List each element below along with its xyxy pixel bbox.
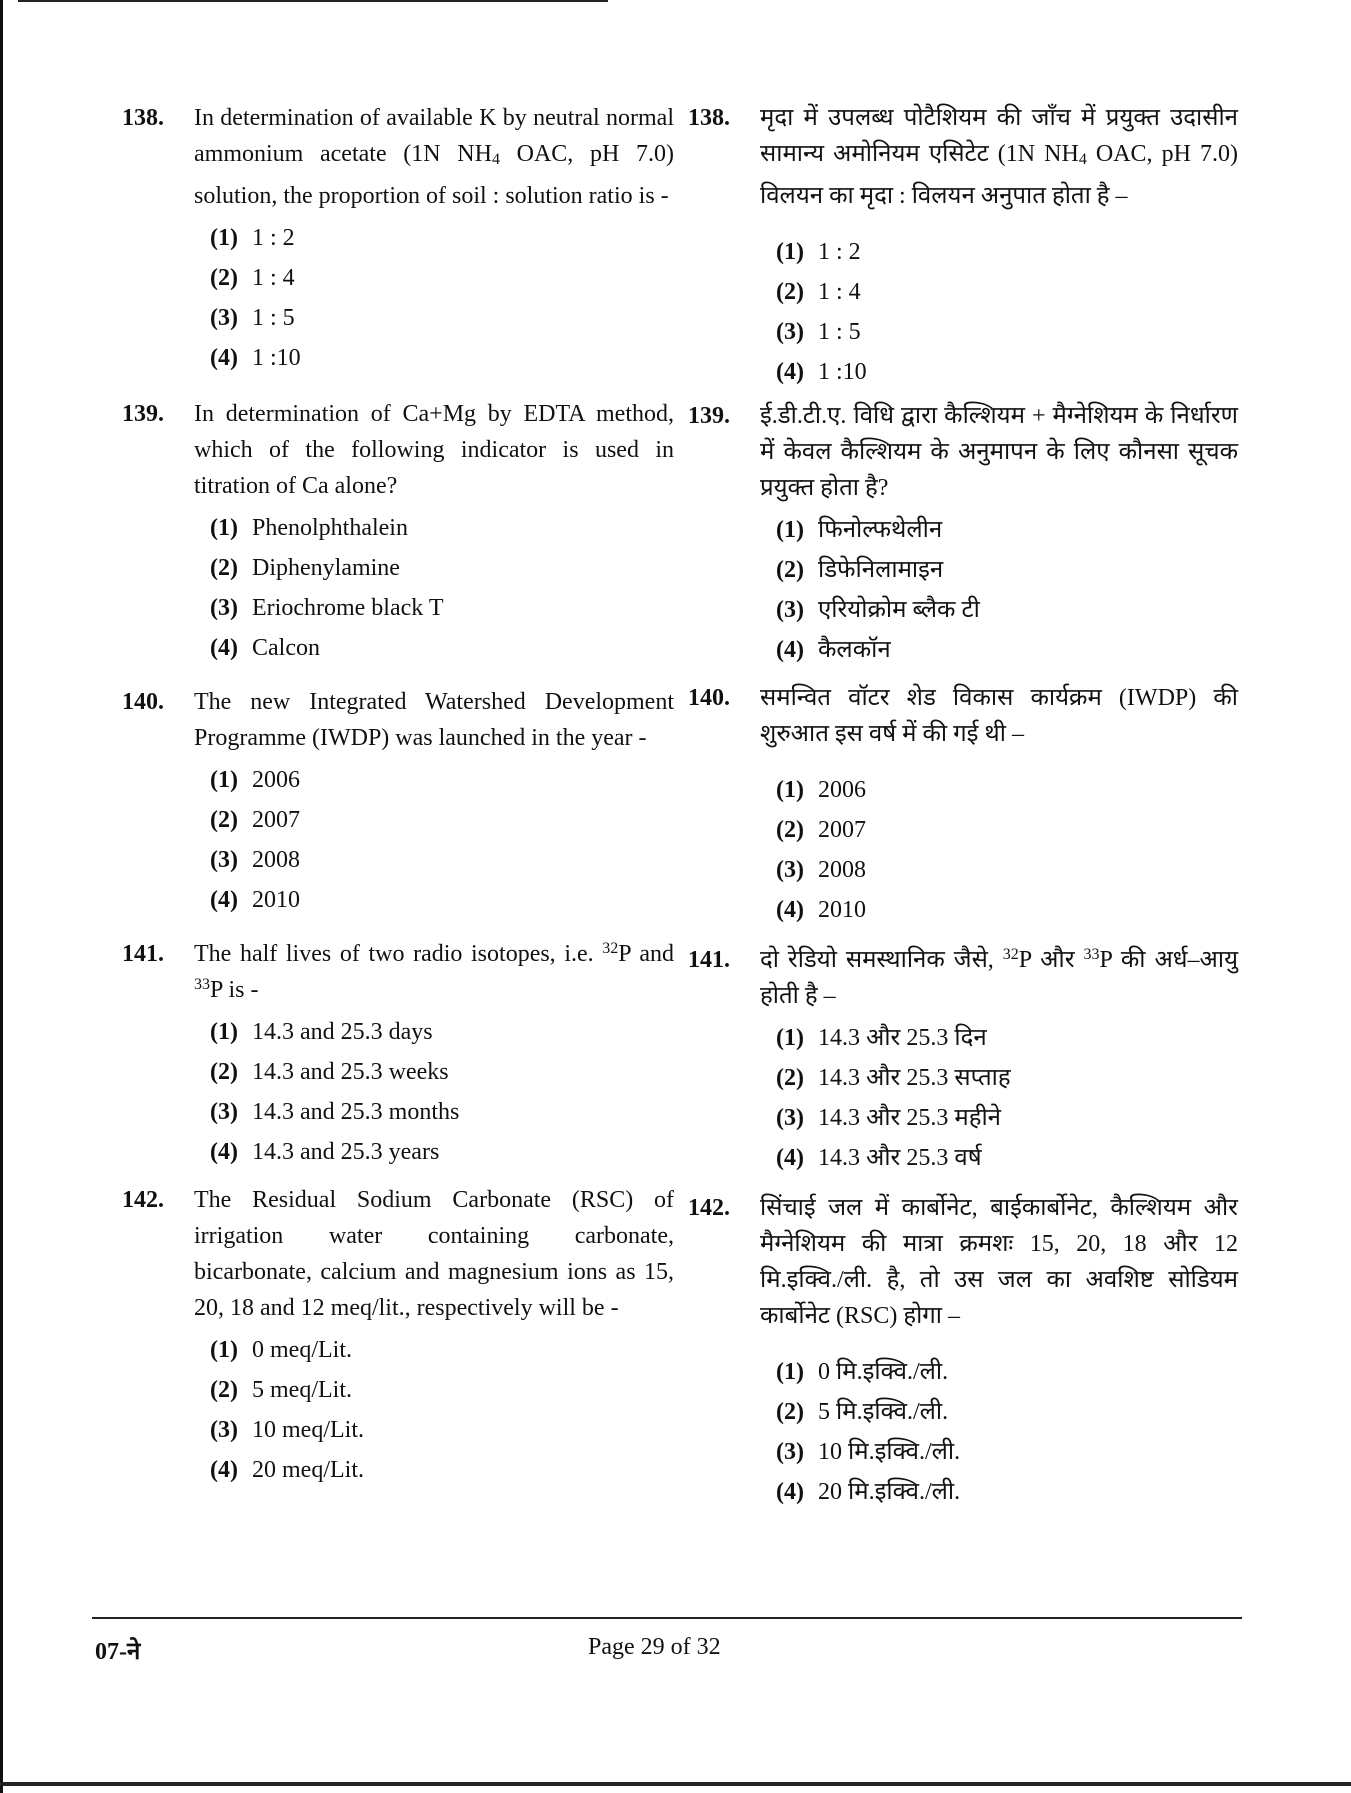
option-label: (4) (210, 635, 238, 661)
option-text: 14.3 और 25.3 महीने (818, 1105, 1001, 1131)
question-141-en (122, 936, 674, 1172)
option-1 (776, 770, 1238, 810)
option-text: 2008 (252, 847, 300, 873)
option-text: 10 meq/Lit. (252, 1417, 364, 1443)
option-1 (776, 1352, 1238, 1392)
question-number: 138. (122, 105, 164, 131)
question-141-hi (688, 942, 1238, 1178)
option-label: (3) (776, 1439, 804, 1465)
question-number: 139. (122, 401, 164, 427)
option-text: 2006 (252, 767, 300, 793)
option-text: 2008 (818, 857, 866, 883)
question-text: In determination of available K by neutral normal ammonium acetate (1N $NH_4$ OAC, pH 7.0) solution, the proportion of soil : solution ratio is - (194, 105, 674, 209)
option-text: 14.3 and 25.3 weeks (252, 1059, 449, 1085)
option-text: 0 meq/Lit. (252, 1337, 352, 1363)
bottom-band (0, 1782, 1351, 1786)
question-number: 140. (122, 689, 164, 715)
question-text: समन्वित वॉटर शेड विकास कार्यक्रम (IWDP) की शुरुआत इस वर्ष में की गई थी – (760, 685, 1238, 747)
option-label: (1) (776, 777, 804, 803)
question-number: 142. (122, 1187, 164, 1213)
hindi-column (688, 100, 1238, 1512)
option-text: Eriochrome black T (252, 595, 444, 621)
option-2 (776, 550, 1238, 590)
option-1 (210, 1330, 674, 1370)
options-list (776, 1018, 1238, 1178)
question-number: 139. (688, 403, 730, 429)
option-label: (2) (776, 1065, 804, 1091)
option-text: 1 : 5 (818, 319, 861, 345)
option-text: 2007 (818, 817, 866, 843)
option-text: 1 :10 (252, 345, 301, 371)
question-number: 142. (688, 1195, 730, 1221)
option-label: (4) (776, 1479, 804, 1505)
option-label: (2) (210, 265, 238, 291)
question-number: 140. (688, 685, 730, 711)
option-3 (210, 1410, 674, 1450)
options-list (776, 770, 1238, 930)
option-4 (776, 890, 1238, 930)
question-text: सिंचाई जल में कार्बोनेट, बाईकार्बोनेट, कैल्शियम और मैग्नेशियम की मात्रा क्रमशः 15, 20, 18 और 12 मि.इक्वि./ली. है, तो उस जल का अवशिष्ट सोडियम कार्बोनेट (RSC) होगा – (760, 1195, 1238, 1329)
option-label: (3) (776, 319, 804, 345)
option-2 (210, 800, 674, 840)
option-label: (2) (210, 1377, 238, 1403)
option-text: 1 : 4 (252, 265, 295, 291)
option-2 (776, 1058, 1238, 1098)
option-text: 1 : 4 (818, 279, 861, 305)
question-number: 141. (122, 941, 164, 967)
option-label: (4) (776, 897, 804, 923)
option-label: (3) (210, 595, 238, 621)
option-label: (1) (776, 1025, 804, 1051)
option-1 (210, 760, 674, 800)
option-text: 10 मि.इक्वि./ली. (818, 1439, 961, 1465)
option-label: (1) (210, 515, 238, 541)
option-3 (776, 1432, 1238, 1472)
question-number: 138. (688, 105, 730, 131)
option-label: (1) (210, 1337, 238, 1363)
option-4 (210, 338, 674, 378)
question-text: मृदा में उपलब्ध पोटैशियम की जाँच में प्रयुक्त उदासीन सामान्य अमोनियम एसिटेट (1N $NH_4$ OAC, pH 7.0) विलयन का मृदा : विलयन अनुपात होता है – (760, 105, 1238, 209)
option-1 (776, 510, 1238, 550)
option-label: (3) (210, 1417, 238, 1443)
question-139-hi (688, 398, 1238, 670)
option-label: (4) (210, 1457, 238, 1483)
option-label: (2) (210, 1059, 238, 1085)
option-text: 14.3 और 25.3 वर्ष (818, 1145, 982, 1171)
option-text: Phenolphthalein (252, 515, 408, 541)
option-label: (2) (776, 557, 804, 583)
option-4 (776, 1138, 1238, 1178)
option-2 (210, 1052, 674, 1092)
option-label: (4) (210, 1139, 238, 1165)
question-text: The half lives of two radio isotopes, i.e. $^{32}$P and $^{33}$P is - (194, 940, 675, 1003)
option-text: 14.3 और 25.3 दिन (818, 1025, 987, 1051)
option-label: (1) (776, 517, 804, 543)
option-4 (776, 1472, 1238, 1512)
option-text: 0 मि.इक्वि./ली. (818, 1359, 949, 1385)
option-text: 20 meq/Lit. (252, 1457, 364, 1483)
option-4 (210, 1132, 674, 1172)
option-text: 14.3 और 25.3 सप्ताह (818, 1065, 1011, 1091)
option-text: 1 : 5 (252, 305, 295, 331)
option-text: कैलकॉन (818, 637, 891, 663)
option-2 (210, 1370, 674, 1410)
option-text: Calcon (252, 635, 320, 661)
option-label: (4) (210, 887, 238, 913)
option-label: (1) (210, 1019, 238, 1045)
page-left-edge (0, 0, 3, 1793)
options-list (210, 218, 674, 378)
option-4 (776, 630, 1238, 670)
option-label: (4) (776, 359, 804, 385)
option-label: (1) (776, 1359, 804, 1385)
option-label: (2) (776, 817, 804, 843)
option-4 (210, 880, 674, 920)
footer-rule (92, 1617, 1242, 1619)
options-list (776, 232, 1238, 392)
option-label: (1) (210, 225, 238, 251)
option-label: (2) (210, 807, 238, 833)
option-text: 2010 (818, 897, 866, 923)
option-3 (210, 588, 674, 628)
option-1 (776, 232, 1238, 272)
question-text: The new Integrated Watershed Development Programme (IWDP) was launched in the year - (194, 689, 674, 751)
options-list (210, 508, 674, 668)
option-text: 2010 (252, 887, 300, 913)
option-label: (3) (776, 597, 804, 623)
option-text: एरियोक्रोम ब्लैक टी (818, 597, 980, 623)
option-label: (3) (776, 857, 804, 883)
question-140-en (122, 684, 674, 920)
option-3 (776, 1098, 1238, 1138)
option-text: 5 मि.इक्वि./ली. (818, 1399, 949, 1425)
option-label: (3) (210, 305, 238, 331)
paper-code: 07-ने (95, 1639, 141, 1665)
option-3 (776, 590, 1238, 630)
option-2 (776, 810, 1238, 850)
options-list (776, 1352, 1238, 1512)
option-text: फिनोल्फथेलीन (818, 517, 943, 543)
option-text: 1 : 2 (252, 225, 295, 251)
question-text: ई.डी.टी.ए. विधि द्वारा कैल्शियम + मैग्नेशियम के निर्धारण में केवल कैल्शियम के अनुमापन के लिए कौनसा सूचक प्रयुक्त होता है? (760, 403, 1238, 501)
question-142-en (122, 1182, 674, 1490)
option-1 (210, 218, 674, 258)
option-label: (3) (210, 847, 238, 873)
option-text: 20 मि.इक्वि./ली. (818, 1479, 961, 1505)
question-138-en (122, 100, 674, 378)
option-label: (1) (210, 767, 238, 793)
option-label: (4) (776, 637, 804, 663)
option-3 (210, 298, 674, 338)
option-2 (776, 272, 1238, 312)
question-138-hi (688, 100, 1238, 392)
option-text: 14.3 and 25.3 days (252, 1019, 433, 1045)
english-column (122, 100, 674, 1490)
options-list (210, 760, 674, 920)
option-text: Diphenylamine (252, 555, 400, 581)
option-text: 1 : 2 (818, 239, 861, 265)
option-text: 5 meq/Lit. (252, 1377, 352, 1403)
options-list (776, 510, 1238, 670)
options-list (210, 1012, 674, 1172)
option-2 (210, 258, 674, 298)
question-text: दो रेडियो समस्थानिक जैसे, $^{32}$P और $^{33}$P की अर्ध–आयु होती है – (760, 946, 1238, 1009)
option-label: (1) (776, 239, 804, 265)
option-label: (4) (210, 345, 238, 371)
option-3 (776, 312, 1238, 352)
option-label: (2) (210, 555, 238, 581)
top-rule (18, 0, 608, 2)
option-2 (776, 1392, 1238, 1432)
question-text: In determination of Ca+Mg by EDTA method, which of the following indicator is used in titration of Ca alone? (194, 401, 674, 499)
option-3 (776, 850, 1238, 890)
option-text: 14.3 and 25.3 months (252, 1099, 460, 1125)
option-3 (210, 1092, 674, 1132)
question-140-hi (688, 680, 1238, 930)
option-label: (3) (776, 1105, 804, 1131)
option-4 (776, 352, 1238, 392)
option-text: डिफेनिलामाइन (818, 557, 944, 583)
page-number: Page 29 of 32 (588, 1634, 721, 1660)
question-139-en (122, 396, 674, 668)
question-text: The Residual Sodium Carbonate (RSC) of irrigation water containing carbonate, bicarbonate, calcium and magnesium ions as 15, 20, 18 and 12 meq/lit., respectively will be - (194, 1187, 674, 1321)
option-3 (210, 840, 674, 880)
option-1 (210, 508, 674, 548)
options-list (210, 1330, 674, 1490)
option-2 (210, 548, 674, 588)
option-text: 14.3 and 25.3 years (252, 1139, 440, 1165)
option-label: (2) (776, 279, 804, 305)
question-142-hi (688, 1190, 1238, 1512)
question-number: 141. (688, 947, 730, 973)
option-text: 1 :10 (818, 359, 867, 385)
option-4 (210, 628, 674, 668)
option-label: (3) (210, 1099, 238, 1125)
option-text: 2007 (252, 807, 300, 833)
option-label: (4) (776, 1145, 804, 1171)
option-1 (210, 1012, 674, 1052)
option-1 (776, 1018, 1238, 1058)
option-label: (2) (776, 1399, 804, 1425)
option-4 (210, 1450, 674, 1490)
option-text: 2006 (818, 777, 866, 803)
